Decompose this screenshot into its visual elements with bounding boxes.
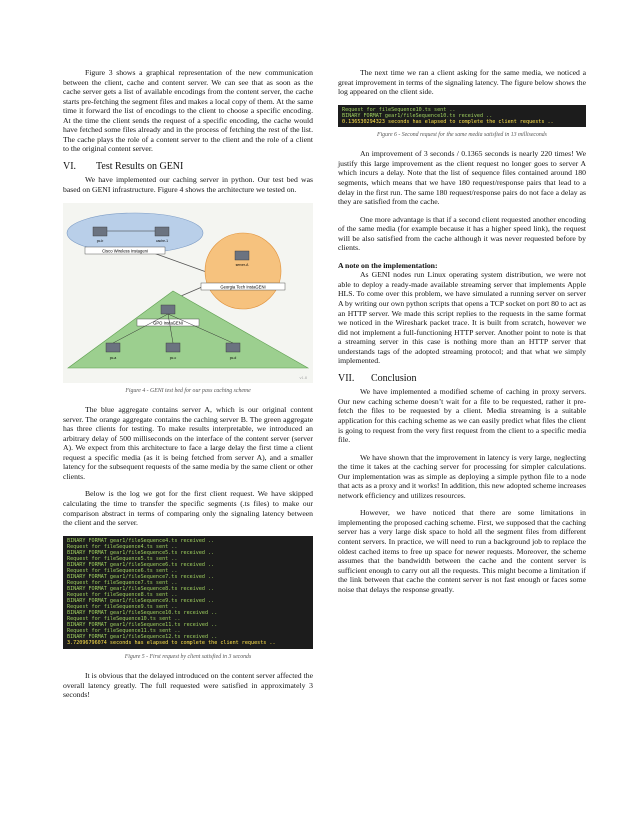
geni-testbed-figure xyxy=(63,203,313,383)
version-label: v1.8 xyxy=(299,374,307,380)
log-line: Request for fileSequence9.ts sent .. xyxy=(67,604,178,611)
terminal-log xyxy=(338,105,586,127)
section-heading xyxy=(63,162,313,172)
log-line: Request for fileSequence6.ts sent .. xyxy=(67,567,178,574)
aggregate-label: Georgia Tech InstaGENI xyxy=(220,284,266,290)
log-line: BINARY FORMAT gear1/fileSequence10.ts received .. xyxy=(67,610,218,617)
aggregate-label: GPO InstaGENI xyxy=(153,320,183,326)
log-line: Request for fileSequence11.ts sent .. xyxy=(67,628,181,635)
paragraph: One more advantage is that if a second client requested another encoding of the same media (for example because it has a higher speed link), the request will be also satisfied from the cache although it was never requested before by clients. xyxy=(338,214,586,253)
paragraph: We have shown that the improvement in latency is very large, neglecting the time it takes at the caching server for processing for simpler calculations. Our implementation was as simple as deploying a simple python file to a node that acts as a proxy and it works! In addition, this new adopted scheme increases network efficiency and utilizes resources. xyxy=(338,452,586,500)
log-line: BINARY FORMAT gear1/fileSequence6.ts received .. xyxy=(67,561,215,568)
log-line: BINARY FORMAT gear1/fileSequence4.ts received .. xyxy=(67,537,215,544)
log-line: BINARY FORMAT gear1/fileSequence7.ts received .. xyxy=(67,573,215,580)
figure-caption: Figure 4 - GENI test bed for our pass caching scheme xyxy=(125,387,251,394)
paragraph: An improvement of 3 seconds / 0.1365 seconds is nearly 220 times! We justify this large improvement as the client request no longer goes to server A which incurs a delay. Note that the list of sequence files contained around 180 segments, which means that we have 180 request/response pairs that lead to a delay in the first run. The same 180 request/response pairs do not face a delay as they are satisfied from the cache. xyxy=(338,149,586,207)
log-line: BINARY FORMAT gear1/fileSequence9.ts received .. xyxy=(67,598,215,605)
cache-node xyxy=(235,251,249,260)
paragraph: It is obvious that the delayed introduced on the content server affected the overall latency greatly. The full requested were satisfied in approximately 3 seconds! xyxy=(63,671,313,700)
client-node xyxy=(106,343,120,352)
log-summary-line: 0.136530294323 seconds has elapsed to complete the client requests .. xyxy=(342,118,554,125)
router-node xyxy=(161,305,175,314)
figure-caption: Figure 6 - Second request for the same media satisfied in 13 milliseconds xyxy=(377,131,547,138)
paragraph: As GENI nodes run Linux operating system distribution, we were not able to deploy a ready-made available streaming server that implements Apple HLS. To come over this problem, we have simulated a running server on server A by writing our own python scripts that opens a TCP socket on port 80 to act as an HTTP server. We made this script replies to the requests in the same format we noticed in the Wireshark packet trace. It is built from scratch, however we did not implement a full-functioning HTTP server. Another point to note is that a streaming server in this case is nothing more than an HTTP server that understands tags of the adopted streaming protocol; and that what we simply implemented. xyxy=(338,270,586,366)
log-line: Request for fileSequence8.ts sent .. xyxy=(67,592,178,599)
node-label: pc-b xyxy=(96,238,104,243)
figure-caption: Figure 5 - First request by client satisfied in 3 seconds xyxy=(124,653,252,660)
node-label: pc-c xyxy=(169,355,177,360)
left-column xyxy=(63,68,313,708)
node-label: cache-1 xyxy=(155,238,169,243)
log-line: Request for fileSequence4.ts sent .. xyxy=(67,543,178,550)
orange-aggregate xyxy=(205,233,281,309)
log-line: Request for fileSequence10.ts sent .. xyxy=(67,616,181,623)
aggregate-label: Cisco Wireless Instageni xyxy=(102,248,148,254)
log-lines xyxy=(342,107,582,119)
log-line: BINARY FORMAT gear1/fileSequence12.ts received .. xyxy=(67,634,218,641)
section-number: VII. xyxy=(338,372,355,384)
log-line: BINARY FORMAT gear1/fileSequence11.ts received .. xyxy=(67,622,218,629)
log-line: Request for fileSequence7.ts sent .. xyxy=(67,580,178,586)
terminal-log xyxy=(63,536,313,649)
section-title: Conclusion xyxy=(371,372,417,384)
paragraph: Figure 3 shows a graphical representation of the new communication between the client, cache and content server. We can see that as soon as the cache server gets a list of available encodings from the content server, the cache starts pre-fetching the segment files and makes a local copy of them. At the same time it forward the list of encodings to the client to choose a specific encoding. At the time the client sends the request of a specific encoding, the cache would have fetched some files already and in the process of fetching the rest of the list. The cache plays the role of a content server to the client and the role of a client to the original content server. xyxy=(63,68,313,154)
log-line: BINARY FORMAT gear1/fileSequence5.ts received .. xyxy=(67,549,215,556)
section-heading xyxy=(338,374,586,384)
log-line: BINARY FORMAT gear1/fileSequence10.ts received .. xyxy=(342,112,493,119)
node-label: pc-a xyxy=(109,355,117,360)
node-label: server-A xyxy=(235,262,249,267)
log-line: Request for fileSequence5.ts sent .. xyxy=(67,555,178,562)
log-lines xyxy=(67,538,309,641)
paragraph: We have implemented our caching server in python. Our test bed was based on GENI infrastructure. Figure 4 shows the architecture we tested on. xyxy=(63,175,313,195)
node-label: pc-d xyxy=(229,355,237,360)
section-title: Test Results on GENI xyxy=(96,160,184,172)
paragraph: The next time we ran a client asking for the same media, we noticed a great improvement in terms of the signaling latency. The figure below shows the log appeared on the client side. xyxy=(338,68,586,97)
paragraph: We have implemented a modified scheme of caching in proxy servers. Our new caching scheme doesn’t wait for a file to be requested, rather it pre-fetch the files to be requested by a client. Media streaming is a suitable application for this caching scheme as we can easily predict what files the client is going to request from the very first request from the client to a specific media file. xyxy=(338,387,586,445)
client-node xyxy=(226,343,240,352)
server-node xyxy=(155,227,169,236)
client-node xyxy=(166,343,180,352)
server-node xyxy=(93,227,107,236)
log-line: BINARY FORMAT gear1/fileSequence8.ts received .. xyxy=(67,586,215,593)
paragraph: Below is the log we got for the first client request. We have skipped calculating the time to transfer the specific segments (.ts files) to make our comparison abstract in terms of comparing only the signaling latency between the client and the server. xyxy=(63,489,313,528)
paragraph: The blue aggregate contains server A, which is our original content server. The orange aggregate contains the caching server B. The green aggregate has three clients for testing. To make results interpretable, we introduced an arbitrary delay of 500 milliseconds on the interface of the content server (server A). We expect from this architecture to face a large delay the first time a client request a specific media (as it is being fetched from server A), and a smaller latency for the subsequent requests of the same media by the same client or other clients. xyxy=(63,405,313,481)
log-line: Request for fileSequence10.ts sent .. xyxy=(342,106,456,113)
paragraph: However, we have noticed that there are some limitations in implementing the proposed caching scheme. First, we supposed that the caching server has a very large disk space to hold all the segment files from different content servers. In practice, we will need to run a background job to replace the oldest cached items to free up space for newer requests. Moreover, the scheme assumes that the bandwidth between the cache and the content server is sufficient enough to carry out all the requests. This might become a limitation if the link between that cache the content server is not fast enough or faces some noise that delays the response greatly. xyxy=(338,508,586,594)
log-summary-line: 3.72096796074 seconds has elapsed to complete the client requests .. xyxy=(67,640,276,647)
section-number: VI. xyxy=(63,160,77,172)
subheading: A note on the implementation: xyxy=(338,260,438,270)
right-column xyxy=(338,68,586,602)
